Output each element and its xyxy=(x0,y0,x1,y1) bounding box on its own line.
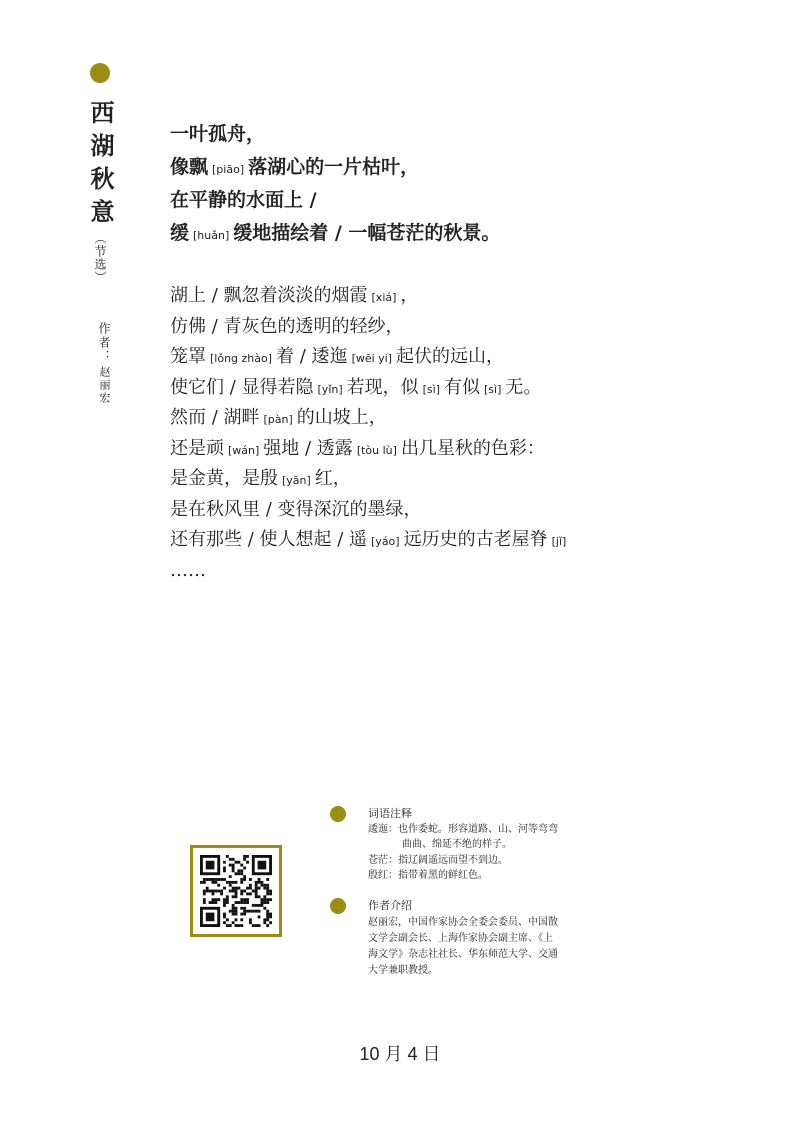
poem-stanza-1 xyxy=(170,118,770,250)
qr-code[interactable] xyxy=(190,845,282,937)
poem-text: 在平静的水面上 / xyxy=(170,189,317,211)
pinyin-annotation: [sì] xyxy=(484,382,502,396)
qr-code-icon xyxy=(200,855,272,927)
pinyin-annotation: [xiá] xyxy=(371,291,397,304)
poem-text: 无。 xyxy=(505,376,542,398)
pinyin-annotation: [yǐn] xyxy=(317,382,343,396)
author-name: 赵丽宏 xyxy=(98,366,111,405)
note-item-3: 殷红：指带着黑的鲜红色。 xyxy=(368,870,488,881)
poem-text: 起伏的远山， xyxy=(396,346,505,367)
pinyin-annotation: [sì] xyxy=(422,382,441,396)
poem-text: 缓 xyxy=(170,222,190,244)
note-item-2: 苍茫：指辽阔遥远而望不到边。 xyxy=(368,855,508,866)
poem-text: 落湖心的一片枯叶， xyxy=(248,156,420,178)
poem-line xyxy=(170,373,770,404)
poem-text: 使它们 / 显得若隐 xyxy=(170,376,314,398)
pinyin-annotation: [yáo] xyxy=(371,535,400,548)
poem-text: 还有那些 / 使人想起 / 遥 xyxy=(170,529,368,550)
page-date: 10 月 4 日 xyxy=(359,1044,441,1064)
poem-line xyxy=(170,151,770,184)
pinyin-annotation: [tòu lù] xyxy=(356,443,397,457)
about-title: 作者介绍 xyxy=(368,899,412,912)
poem-line xyxy=(170,495,770,526)
poem-line xyxy=(170,312,770,343)
pinyin-annotation: [jǐ] xyxy=(551,535,567,548)
poem-line xyxy=(170,342,770,373)
poem-text: 着 / 逶迤 xyxy=(276,346,348,367)
poem-subtitle: （节选） xyxy=(93,232,107,284)
poem-text: 强地 / 透露 xyxy=(263,437,353,459)
about-bullet-dot xyxy=(330,898,346,914)
note-item-1-continuation: 曲曲、绵延不绝的样子。 xyxy=(402,839,512,850)
pinyin-annotation: [huǎn] xyxy=(193,229,230,242)
poem-text: 缓地描绘着 / 一幅苍茫的秋景。 xyxy=(233,222,501,244)
poem-text: 远历史的古老屋脊 xyxy=(403,529,548,550)
notes-title: 词语注释 xyxy=(368,807,412,820)
poem-line xyxy=(170,556,770,587)
poem-text: 有似 xyxy=(444,376,481,398)
about-line: 赵丽宏，中国作家协会全委会委员、中国散 xyxy=(368,917,558,928)
poem-stanza-2 xyxy=(170,281,770,586)
poem-title: 西湖秋意 xyxy=(86,100,115,232)
about-line: 大学兼职教授。 xyxy=(368,965,438,976)
poem-text: 湖上 / 飘忽着淡淡的烟霞 xyxy=(170,285,368,306)
poem-line xyxy=(170,118,770,151)
about-line: 海文学》杂志社社长、华东师范大学、交通 xyxy=(368,949,558,960)
pinyin-annotation: [wán] xyxy=(228,443,260,457)
poem-text: 出几星秋的色彩： xyxy=(400,437,545,459)
pinyin-annotation: [wēi yí] xyxy=(351,352,393,365)
poem-line xyxy=(170,403,770,434)
pinyin-annotation: [lǒng zhào] xyxy=(210,352,273,365)
poem-line xyxy=(170,434,770,465)
poem-text: …… xyxy=(170,559,206,581)
poem-line xyxy=(170,217,770,250)
pinyin-annotation: [pàn] xyxy=(263,413,293,426)
decorative-dot xyxy=(90,63,110,83)
notes-bullet-dot xyxy=(330,806,346,822)
about-line: 文学会副会长、上海作家协会副主席、《上 xyxy=(368,933,553,944)
poem-text: 若现，似 xyxy=(346,376,419,398)
poem-line xyxy=(170,184,770,217)
poem-line xyxy=(170,525,770,556)
pinyin-annotation: [piāo] xyxy=(212,163,245,176)
poem-line xyxy=(170,281,770,312)
poem-text: 笼罩 xyxy=(170,346,206,367)
pinyin-annotation: [yān] xyxy=(282,474,311,487)
poem-line xyxy=(170,464,770,495)
poem-text: 是在秋风里 / 变得深沉的墨绿， xyxy=(170,498,422,520)
poem-text: 的山坡上， xyxy=(296,407,387,428)
poem-text: 一叶孤舟， xyxy=(170,123,266,145)
poem-text: 是金黄，是殷 xyxy=(170,468,278,489)
note-item-1: 逶迤：也作委蛇。形容道路、山、河等弯弯 xyxy=(368,824,558,835)
poem-text: 仿佛 / 青灰色的透明的轻纱， xyxy=(170,315,404,337)
poem-text: 然而 / 湖畔 xyxy=(170,407,260,428)
poem-text: 红， xyxy=(314,468,351,489)
poem-text: 像飘 xyxy=(170,156,209,178)
poem-text: ， xyxy=(400,285,419,306)
poem-text: 还是顽 xyxy=(170,437,224,459)
author-label: 作者： xyxy=(97,322,111,364)
